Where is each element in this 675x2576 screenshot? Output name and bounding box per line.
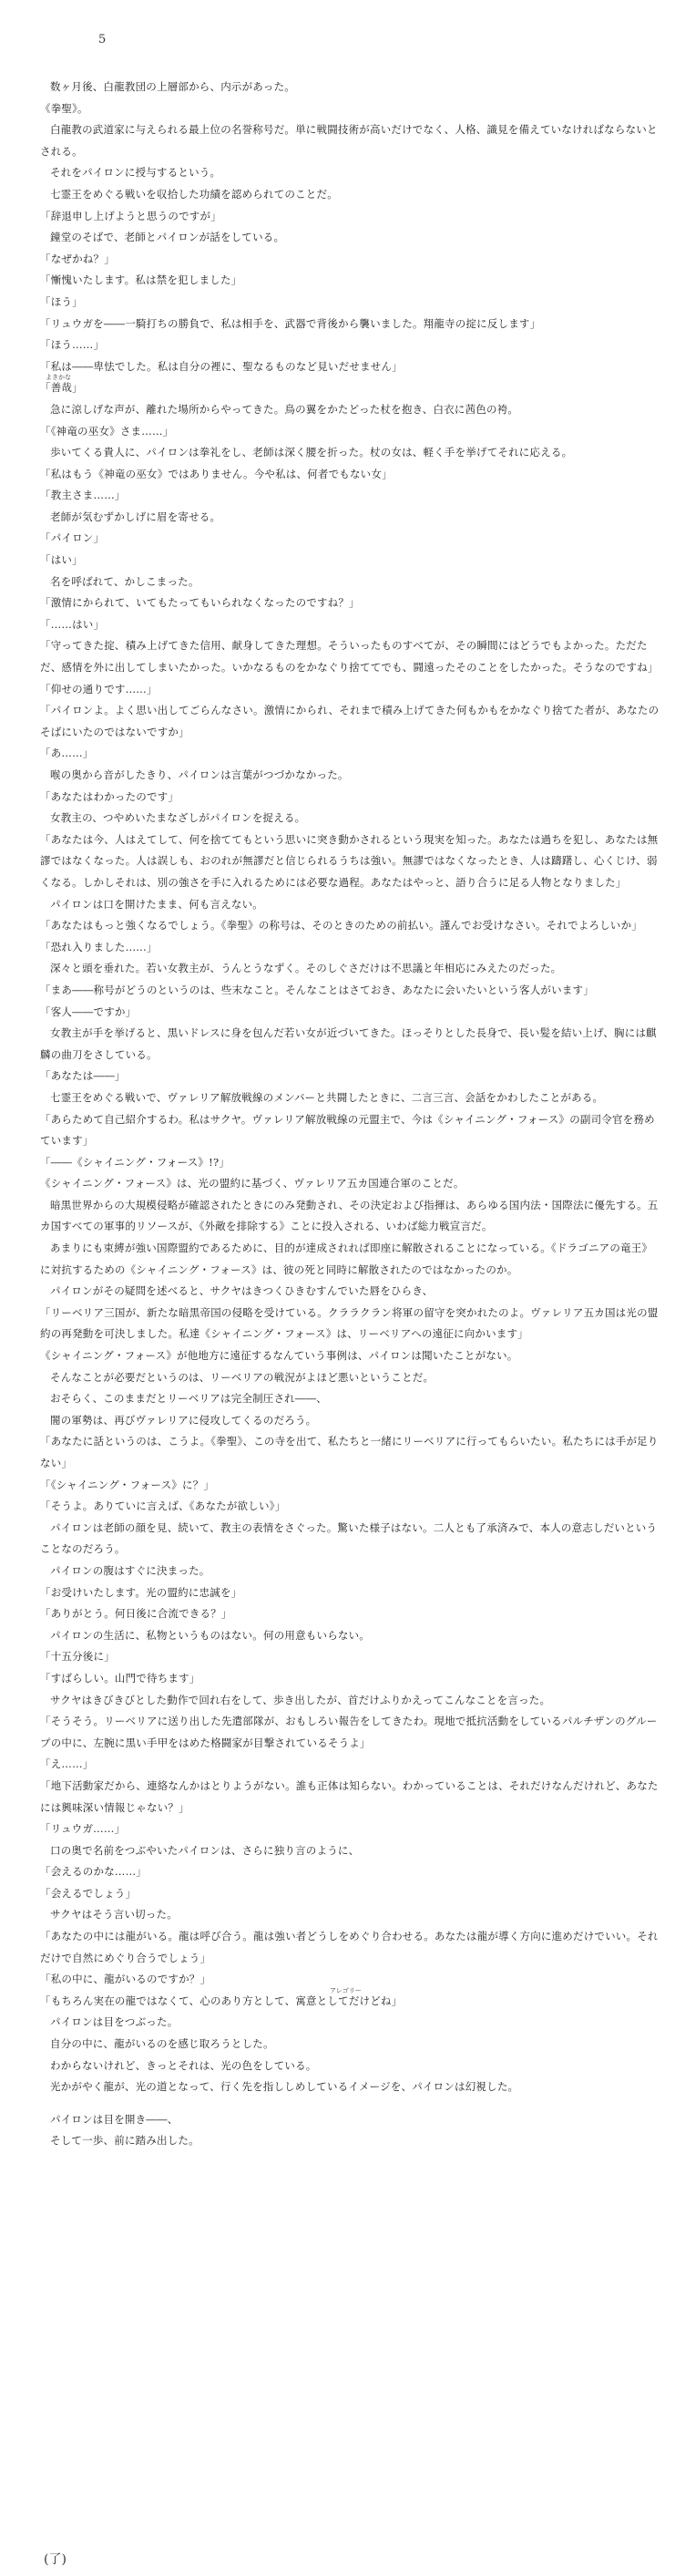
text-line: パイロンは口を開けたまま、何も言えない。 — [50, 897, 263, 911]
text-line: 《シャイニング・フォース》が他地方に遠征するなんていう事例は、パイロンは聞いたことがない。 — [40, 1349, 518, 1363]
text-line: 七霊王をめぐる戦いで、ヴァレリア解放戦線のメンバーと共闘したときに、二言三言、会話をかわしたことがある。 — [50, 1090, 604, 1104]
text-line: 「そうよ。ありていに言えば、《あなたが欲しい》」 — [40, 1499, 286, 1513]
text-line: 「私は――卑怯でした。私は自分の裡に、聖なるものなど見いだせません」 — [40, 359, 403, 373]
text-line: 女教主の、つやめいたまなざしがパイロンを捉える。 — [50, 811, 306, 825]
text-line: あまりにも束縛が強い国際盟約であるために、目的が達成されれば即座に解散されることになっている。《ドラゴニアの竜王》に対抗するための《シャイニング・フォース》は、彼の死と同時に解散されたのではなかったのか。 — [40, 1242, 653, 1276]
text-line: 「客人――ですか」 — [40, 1005, 137, 1018]
text-line: 「ほう」 — [40, 294, 83, 308]
text-line: 闇の軍勢は、再びヴァレリアに侵攻してくるのだろう。 — [50, 1413, 317, 1427]
text-line: 「あなたはわかったのです」 — [40, 789, 179, 803]
ruby-line — [40, 1986, 661, 2013]
text-line: 「《シャイニング・フォース》に？」 — [40, 1478, 215, 1491]
text-line: 「――《シャイニング・フォース》!?」 — [40, 1155, 230, 1169]
text-line: 「会えるでしょう」 — [40, 1886, 137, 1900]
text-line: 老師が気むずかしげに眉を寄せる。 — [50, 510, 221, 523]
text-line: 「辞退申し上げようと思うのですが」 — [40, 209, 221, 222]
ruby-annotation: アレゴリー — [330, 1986, 362, 1994]
text-line: 「ありがとう。何日後に合流できる？」 — [40, 1607, 232, 1621]
text-line: 名を呼ばれて、かしこまった。 — [50, 574, 199, 588]
text-line: 「あ……」 — [40, 747, 94, 760]
text-line: 「仰せの通りです……」 — [40, 682, 158, 696]
ruby-annotation: よきかな — [46, 374, 71, 382]
text-line: 「……はい」 — [40, 617, 105, 631]
text-line: パイロンは目をつぶった。 — [50, 2015, 179, 2029]
text-line: パイロンがその疑問を述べると、サクヤはきつくひきむすんでいた唇をひらき、 — [50, 1284, 434, 1298]
text-line: 急に涼しげな声が、離れた場所からやってきた。鳥の翼をかたどった杖を抱き、白衣に茜色の袴。 — [50, 402, 519, 416]
text-line: 「会えるのかな……」 — [40, 1865, 147, 1879]
text-line: 「私の中に、龍がいるのですか？」 — [40, 1973, 211, 1986]
text-line: 「あなたの中には龍がいる。龍は呼び合う。龍は強い者どうしをめぐり合わせる。あなたは龍が導く方向に進めだけでいい。それだけで自然にめぐり合うでしょう」 — [40, 1930, 659, 1964]
text-line: 「あらためて自己紹介するわ。私はサクヤ。ヴァレリア解放戦線の元盟主で、今は《シャイニング・フォース》の副司令官を務めています」 — [40, 1112, 655, 1148]
text-line: 「パイロンよ。よく思い出してごらんなさい。激情にかられ、それまで積み上げてきた何もかもをかなぐり捨てた者が、あなたのそばにいたのではないですか」 — [40, 704, 660, 738]
text-line: 「あなたは――」 — [40, 1069, 126, 1083]
text-line: サクヤはそう言い切った。 — [50, 1908, 178, 1922]
text-line: 「慚愧いたします。私は禁を犯しました」 — [40, 273, 242, 287]
text-line: 「リュウガ……」 — [40, 1822, 126, 1836]
text-line: そんなことが必要だというのは、リーベリアの戦況がよほど悪いということだ。 — [50, 1370, 435, 1384]
story-body — [40, 77, 661, 2152]
text-line: 歩いてくる貴人に、パイロンは拳礼をし、老師は深く腰を折った。杖の女は、軽く手を挙げてそれに応える。 — [50, 446, 573, 459]
text-line: 「恐れ入りました……」 — [40, 940, 158, 953]
text-line: 深々と頭を垂れた。若い女教主が、うんとうなずく。そのしぐさだけは不思議と年相応にみえたのだった。 — [50, 962, 562, 975]
text-line: 「教主さま……」 — [40, 489, 126, 502]
text-line: 七霊王をめぐる戦いを収拾した功績を認められてのことだ。 — [50, 187, 338, 201]
ruby-line — [40, 374, 661, 399]
text-line: 「あなたに話というのは、こうよ。《拳聖》、この寺を出て、私たちと一緒にリーベリアに行ってもらいたい。私たちには手が足りない」 — [40, 1435, 659, 1469]
text-line: 「激情にかられて、いてもたってもいられなくなったのですね？」 — [40, 596, 360, 610]
text-line: 光かがやく龍が、光の道となって、行く先を指ししめしているイメージを、パイロンは幻視した。 — [50, 2080, 519, 2094]
text-line: それをパイロンに授与するという。 — [50, 166, 221, 180]
text-line: 《シャイニング・フォース》は、光の盟約に基づく、ヴァレリア五カ国連合軍のことだ。 — [40, 1177, 465, 1190]
text-line: 鐘堂のそばで、老師とパイロンが話をしている。 — [50, 231, 285, 244]
text-line: 「守ってきた掟、積み上げてきた信用、献身してきた理想。そういったものすべてが、その瞬間にはどうでもよかった。ただただ、感情を外に出してしまいたかった。いかなるものをかなぐり捨ててでも、闘遠ったそのことをしたかった。そうなのですね」 — [40, 639, 659, 675]
text-line: 「パイロン」 — [40, 531, 105, 545]
text-line: 「ほう……」 — [40, 338, 105, 352]
text-line: 「リーベリア三国が、新たな暗黒帝国の侵略を受けている。クララクラン将軍の留守を突かれたのよ。ヴァレリア五カ国は光の盟約の再発動を可決しました。私達《シャイニング・フォース》は、リーベリアへの遠征に向かいます」 — [40, 1305, 659, 1341]
text-line: 「《神竜の巫女》さま……」 — [40, 424, 174, 438]
text-line: そして一歩、前に踏み出した。 — [50, 2134, 199, 2148]
text-line: パイロンの腹はすぐに決まった。 — [50, 1563, 210, 1577]
text-line: 「リュウガを――一騎打ちの勝負で、私は相手を、武器で背後から襲いました。翔龍寺の掟に反します」 — [40, 316, 541, 330]
text-line: パイロンは目を開き――、 — [50, 2112, 179, 2126]
text-line: 数ヶ月後、白龍教団の上層部から、内示があった。 — [50, 80, 295, 93]
text-line: 「善哉」 — [40, 381, 83, 395]
text-line: 女教主が手を挙げると、黒いドレスに身を包んだ若い女が近づいてきた。ほっそりとした長身で、長い髪を結い上げ、胸には麒麟の曲刀をさしている。 — [40, 1026, 657, 1061]
text-line: おそらく、このままだとリーベリアは完全制圧され――、 — [50, 1392, 327, 1406]
text-line: サクヤはきびきびとした動作で回れ右をして、歩き出したが、首だけふりかえってこんなことを言った。 — [50, 1693, 551, 1706]
text-line: 「あなたはもっと強くなるでしょう。《拳聖》の称号は、そのときのための前払い。謹んでお受けなさい。それでよろしいか」 — [40, 919, 643, 933]
text-line: わからないけれど、きっとそれは、光の色をしている。 — [50, 2058, 317, 2072]
page-number: 5 — [98, 33, 107, 46]
text-line: 「すばらしい。山門で待ちます」 — [40, 1671, 200, 1685]
text-line: パイロンの生活に、私物というものはない。何の用意もいらない。 — [50, 1628, 370, 1642]
text-line: 「もちろん実在の龍ではなくて、心のあり方として、寓意としてだけどね」 — [40, 1994, 403, 2007]
text-line: 「私はもう《神竜の巫女》ではありません。今や私は、何者でもない女」 — [40, 467, 393, 480]
text-line: 暗黒世界からの大規模侵略が確認されたときにのみ発動され、その決定および指揮は、あらゆる国内法・国際法に優先する。五カ国すべての軍事的リソースが、《外敵を排除する》ことに投入される、いわば総力戦宣言だ。 — [40, 1198, 659, 1233]
text-line: 喉の奥から音がしたきり、パイロンは言葉がつづかなかった。 — [50, 768, 349, 781]
text-line: 「あなたは今、人はえてして、何を捨ててもという思いに突き動かされるという現実を知った。あなたは過ちを犯し、あなたは無謬ではなくなった。人は誤しも、おのれが無謬だと信じられるうちは強い。無謬ではなくなったとき、人は躊躇し、心くじけ、弱くなる。しかしそれは、別の強さを手に入れるためには必要な過程。あなたはやっと、語り合うに足る人物となりました」 — [40, 832, 659, 889]
end-mark: (了) — [44, 2552, 66, 2567]
text-line: 「なぜかね？」 — [40, 252, 115, 265]
text-line: 「お受けいたします。光の盟約に忠誠を」 — [40, 1585, 242, 1599]
text-line: 白龍教の武道家に与えられる最上位の名誉称号だ。単に戦闘技術が高いだけでなく、人格、識見を備えていなければならないとされる。 — [40, 123, 658, 158]
text-line: 「まあ――称号がどうのというのは、些末なこと。そんなことはさておき、あなたに会いたいという客人がいます」 — [40, 983, 594, 996]
text-line: 「十五分後に」 — [40, 1650, 115, 1664]
text-line: 《拳聖》。 — [40, 101, 88, 115]
text-line: 「そうそう。リーベリアに送り出した先遣部隊が、おもしろい報告をしてきたわ。現地で抵抗活動をしているパルチザンのグループの中に、左腕に黒い手甲をはめた格闘家が目撃されているそうよ」 — [40, 1715, 658, 1749]
text-line: 口の奥で名前をつぶやいたパイロンは、さらに独り言のように、 — [50, 1843, 360, 1857]
text-line: 「地下活動家だから、連絡なんかはとりようがない。誰も正体は知らない。わかっていることは、それだけなんだけれど、あなたには興味深い情報じゃない？」 — [40, 1778, 659, 1814]
text-line: 自分の中に、龍がいるのを感じ取ろうとした。 — [50, 2037, 274, 2051]
text-line: 「え……」 — [40, 1757, 94, 1771]
text-line: パイロンは老師の顔を見、続いて、教主の表情をさぐった。驚いた様子はない。二人とも了承済みで、本人の意志しだいということなのだろう。 — [40, 1520, 658, 1556]
text-line: 「はい」 — [40, 553, 83, 567]
